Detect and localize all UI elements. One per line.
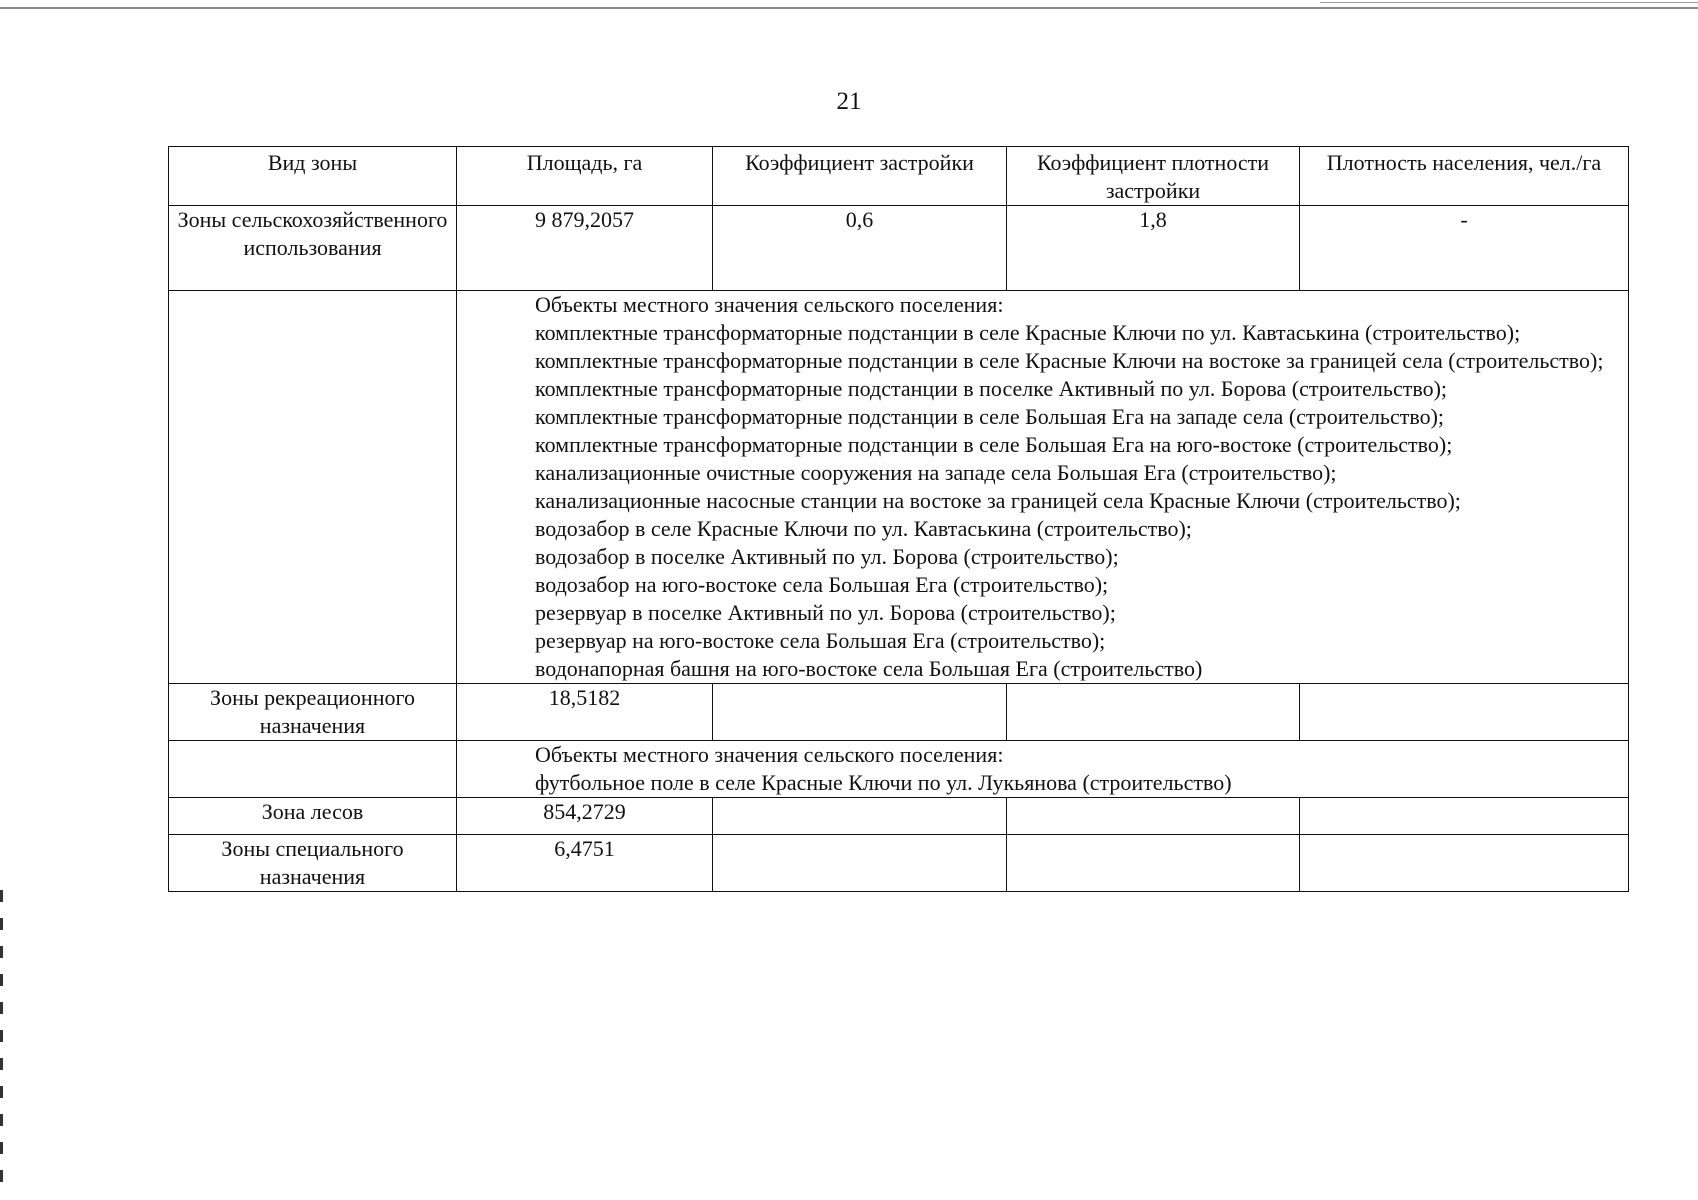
table-row-agricultural-objects bbox=[169, 291, 1629, 684]
zone-area: 9 879,2057 bbox=[457, 206, 713, 291]
object-item: комплектные трансформаторные подстанции в селе Красные Ключи по ул. Кавтаськина (строительство); bbox=[535, 320, 1521, 345]
empty-cell bbox=[1300, 684, 1629, 741]
object-item: канализационные очистные сооружения на западе села Большая Ега (строительство); bbox=[535, 460, 1337, 485]
empty-cell bbox=[713, 798, 1007, 835]
zone-area: 18,5182 bbox=[457, 684, 713, 741]
empty-cell bbox=[1007, 798, 1300, 835]
table-row-agricultural bbox=[169, 206, 1629, 291]
zone-area: 854,2729 bbox=[457, 798, 713, 835]
zones-table bbox=[168, 146, 1629, 892]
table-row-recreational-objects bbox=[169, 741, 1629, 798]
object-item: комплектные трансформаторные подстанции в селе Большая Ега на юго-востоке (строительство); bbox=[535, 432, 1453, 457]
zone-density-coef: 1,8 bbox=[1007, 206, 1300, 291]
empty-cell bbox=[1300, 798, 1629, 835]
object-item: резервуар на юго-востоке села Большая Ега (строительство); bbox=[535, 628, 1106, 653]
zone-build-coef: 0,6 bbox=[713, 206, 1007, 291]
object-item: комплектные трансформаторные подстанции в поселке Активный по ул. Борова (строительство); bbox=[535, 376, 1448, 401]
empty-cell bbox=[713, 835, 1007, 892]
empty-cell bbox=[1300, 835, 1629, 892]
table-header-row bbox=[169, 147, 1629, 206]
objects-cell bbox=[457, 291, 1629, 684]
objects-cell bbox=[457, 741, 1629, 798]
left-margin-scan-marks bbox=[0, 890, 3, 1190]
object-item: водонапорная башня на юго-востоке села Большая Ега (строительство) bbox=[535, 656, 1203, 681]
objects-title: Объекты местного значения сельского поселения: bbox=[535, 292, 1004, 317]
header-zone-type: Вид зоны bbox=[169, 147, 457, 206]
object-item: водозабор в селе Красные Ключи по ул. Кавтаськина (строительство); bbox=[535, 516, 1192, 541]
header-build-coef: Коэффициент застройки bbox=[713, 147, 1007, 206]
object-item: водозабор в поселке Активный по ул. Борова (строительство); bbox=[535, 544, 1119, 569]
empty-cell bbox=[1007, 835, 1300, 892]
object-item: резервуар в поселке Активный по ул. Борова (строительство); bbox=[535, 600, 1116, 625]
zone-name: Зоны рекреационного назначения bbox=[169, 684, 457, 741]
object-item: комплектные трансформаторные подстанции в селе Большая Ега на западе села (строительство); bbox=[535, 404, 1445, 429]
object-item: канализационные насосные станции на востоке за границей села Красные Ключи (строительство); bbox=[535, 488, 1461, 513]
object-item: футбольное поле в селе Красные Ключи по ул. Лукьянова (строительство) bbox=[535, 770, 1232, 795]
top-scan-rule bbox=[0, 7, 1698, 9]
zone-population-density: - bbox=[1300, 206, 1629, 291]
top-scan-rule-secondary bbox=[1320, 2, 1698, 3]
empty-cell bbox=[169, 741, 457, 798]
page-number: 21 bbox=[836, 88, 862, 115]
objects-title: Объекты местного значения сельского поселения: bbox=[535, 742, 1004, 767]
object-item: комплектные трансформаторные подстанции в селе Красные Ключи на востоке за границей села (строительство); bbox=[535, 348, 1604, 373]
zone-name: Зона лесов bbox=[169, 798, 457, 835]
header-area: Площадь, га bbox=[457, 147, 713, 206]
zone-area: 6,4751 bbox=[457, 835, 713, 892]
table-row-special bbox=[169, 835, 1629, 892]
empty-cell bbox=[1007, 684, 1300, 741]
table-row-recreational bbox=[169, 684, 1629, 741]
empty-cell bbox=[169, 291, 457, 684]
header-density-coef: Коэффициент плотности застройки bbox=[1007, 147, 1300, 206]
zone-name: Зоны сельскохозяйственного использования bbox=[169, 206, 457, 291]
header-population-density: Плотность населения, чел./га bbox=[1300, 147, 1629, 206]
empty-cell bbox=[713, 684, 1007, 741]
zone-name: Зоны специального назначения bbox=[169, 835, 457, 892]
table-row-forest bbox=[169, 798, 1629, 835]
object-item: водозабор на юго-востоке села Большая Ега (строительство); bbox=[535, 572, 1109, 597]
